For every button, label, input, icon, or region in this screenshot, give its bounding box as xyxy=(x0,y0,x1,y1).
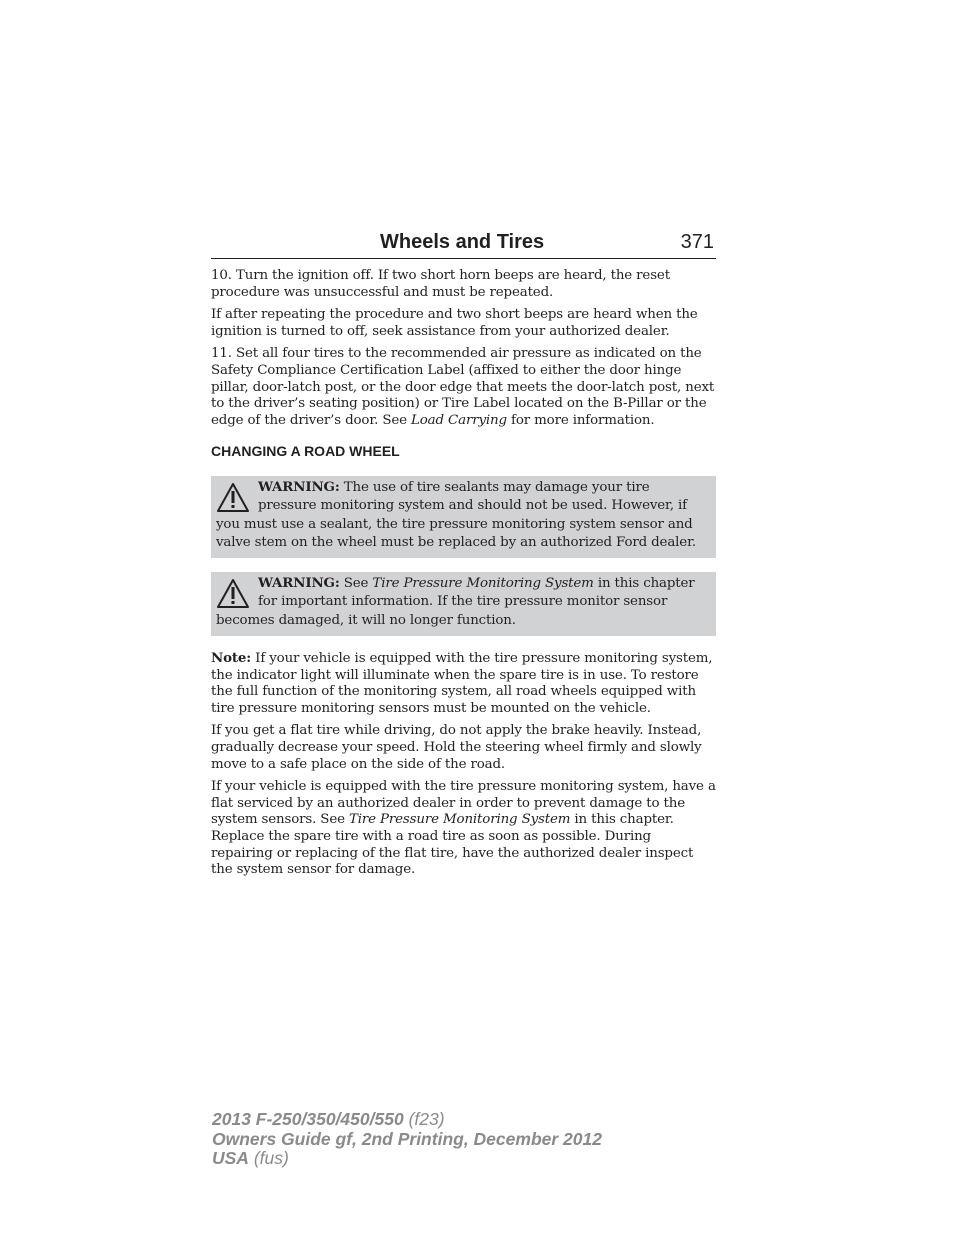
footer-line-guide xyxy=(212,1130,602,1150)
warning-text: See xyxy=(339,576,373,592)
paragraph-tpms-service xyxy=(211,779,716,879)
page-content xyxy=(211,268,716,885)
warning-label: WARNING: xyxy=(258,478,340,495)
page-number: 371 xyxy=(680,231,714,253)
footer-region-code: (fus) xyxy=(248,1148,289,1168)
warning-box-tpms xyxy=(211,572,716,636)
paragraph-flat-tire-driving: If you get a flat tire while driving, do not apply the brake heavily. Instead, gradually decrease your speed. Hold the steering wheel firmly and slowly move to a safe place on the side of the road. xyxy=(211,723,702,772)
warning-box-sealant xyxy=(211,476,716,558)
paragraph-text: in this chapter. Replace the spare tire with a road tire as soon as possible. During repairing or replacing of the flat tire, have the authorized dealer inspect the system sensor for damage. xyxy=(211,812,694,878)
cross-reference-load-carrying[interactable]: Load Carrying xyxy=(411,412,507,428)
cross-reference-tpms[interactable]: Tire Pressure Monitoring System xyxy=(349,812,571,828)
note-text: If your vehicle is equipped with the tire pressure monitoring system, the indicator light will illuminate when the spare tire is in use. To restore the full function of the monitoring system, all road wheels equipped with tire pressure monitoring sensors must be mounted on the vehicle. xyxy=(211,651,713,716)
page-header xyxy=(211,228,716,259)
warning-text: in this chapter for important information. If the tire pressure monitor sensor becomes damaged, it will no longer function. xyxy=(216,576,695,628)
paragraph-text: 11. Set all four tires to the recommended air pressure as indicated on the Safety Compliance Certification Label (affixed to either the door hinge pillar, door-latch post, or the door edge that meets the door-latch post, next to the driver’s seating position) or Tire Label located on the B-Pillar or the edge of the driver’s door. See xyxy=(211,346,715,428)
footer-line-region xyxy=(212,1149,602,1169)
footer-guide: Owners Guide gf, 2nd Printing, December 2012 xyxy=(212,1128,602,1149)
paragraph-step-11 xyxy=(211,346,716,429)
paragraph-note xyxy=(211,650,716,717)
footer-model: 2013 F-250/350/450/550 xyxy=(212,1109,404,1129)
footer-region: USA xyxy=(212,1148,249,1168)
footer-code: (f23) xyxy=(403,1109,445,1129)
page-title: Wheels and Tires xyxy=(380,231,545,253)
page-footer xyxy=(212,1110,602,1169)
paragraph-text: for more information. xyxy=(506,412,655,428)
note-label: Note: xyxy=(211,650,252,667)
warning-label: WARNING: xyxy=(258,575,340,592)
warning-triangle-icon xyxy=(216,577,250,611)
warning-triangle-icon xyxy=(216,481,250,515)
paragraph-step-10: 10. Turn the ignition off. If two short horn beeps are heard, the reset procedure was unsuccessful and must be repeated. xyxy=(211,268,670,300)
warning-text: The use of tire sealants may damage your tire pressure monitoring system and should not be used. However, if you must use a sealant, the tire pressure monitoring system sensor and valve stem on the wheel must be replaced by an authorized Ford dealer. xyxy=(216,479,696,550)
paragraph-text: If your vehicle is equipped with the tire pressure monitoring system, have a flat serviced by an authorized dealer in order to prevent damage to the system sensors. See xyxy=(211,779,716,828)
cross-reference-tpms[interactable]: Tire Pressure Monitoring System xyxy=(372,576,594,592)
paragraph-repeat-procedure: If after repeating the procedure and two short beeps are heard when the ignition is turned to off, seek assistance from your authorized dealer. xyxy=(211,307,698,339)
section-heading: CHANGING A ROAD WHEEL xyxy=(211,443,400,460)
footer-line-model xyxy=(212,1110,602,1130)
